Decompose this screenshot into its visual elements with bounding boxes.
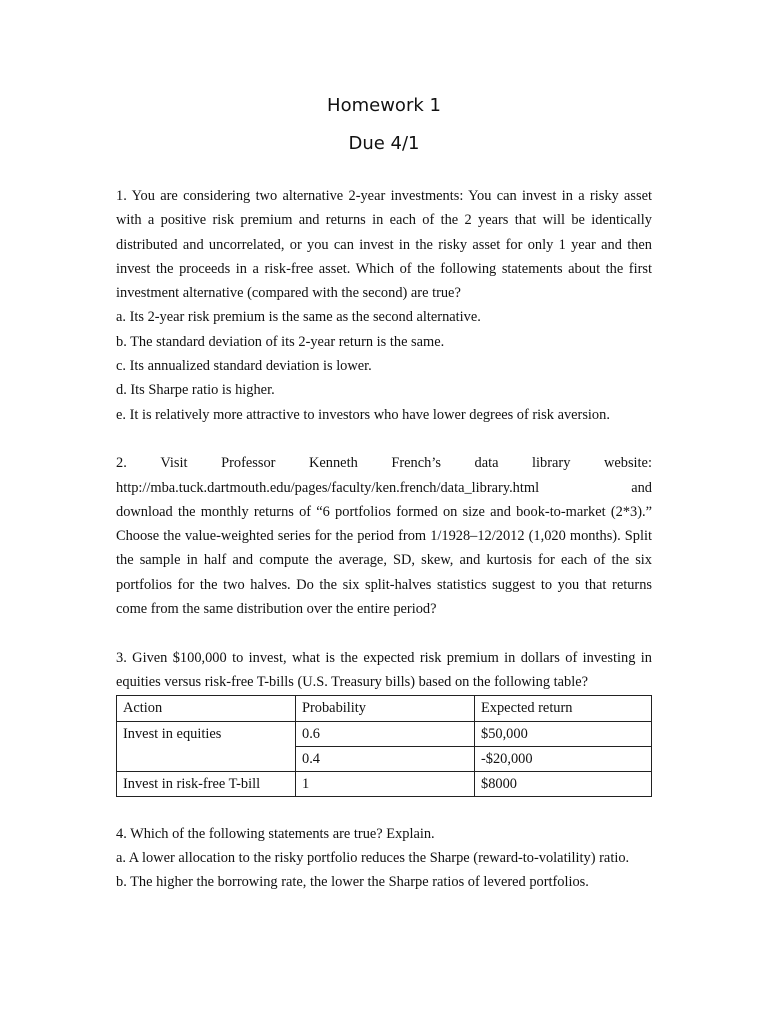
q2-lead-word: library: [532, 455, 571, 472]
q2-lead-word: data: [474, 455, 499, 472]
table-cell: 1: [296, 772, 475, 797]
q1-stem: 1. You are considering two alternative 2-year investments: You can invest in a risky asset with a positive risk premium and returns in each of the 2 years that will be identically distributed and uncorrelated, or you can invest in the risky asset for only 1 year and then invest the proceeds in a risk-free asset. Which of the following statements about the first investment alternative (compared with the second) are true?: [116, 188, 652, 302]
q4-option-b: b. The higher the borrowing rate, the lower the Sharpe ratios of levered portfolios.: [116, 874, 589, 891]
q1-option-c: c. Its annualized standard deviation is lower.: [116, 358, 372, 375]
q2-lead-word: 2.: [116, 455, 127, 472]
table-row: [117, 721, 652, 746]
q2-url[interactable]: http://mba.tuck.dartmouth.edu/pages/faculty/ken.french/data_library.html: [116, 479, 540, 496]
q1-option-a: a. Its 2-year risk premium is the same as the second alternative.: [116, 309, 481, 326]
q2-lead-word: French’s: [391, 455, 441, 472]
table-row: [117, 746, 652, 771]
page-title: Homework 1: [327, 95, 441, 116]
table-header-cell: Expected return: [475, 696, 652, 721]
table-cell: Invest in equities: [117, 721, 296, 746]
q2-lead: [116, 451, 652, 475]
table-row: [117, 772, 652, 797]
table-cell: -$20,000: [475, 746, 652, 771]
q2-lead-word: Visit: [160, 455, 188, 472]
due-date: Due 4/1: [348, 133, 420, 154]
q2-lead-word: Kenneth: [309, 455, 358, 472]
table-cell: Invest in risk-free T-bill: [117, 772, 296, 797]
q2-and: and: [631, 479, 652, 496]
homework-body: [116, 184, 652, 895]
table-cell: $50,000: [475, 721, 652, 746]
q1-option-b: b. The standard deviation of its 2-year return is the same.: [116, 333, 445, 350]
table-header-cell: Probability: [296, 696, 475, 721]
table-header-cell: Action: [117, 696, 296, 721]
q2-lead-word: website:: [603, 455, 652, 472]
q2-url-line: [116, 476, 652, 500]
q4-option-a: a. A lower allocation to the risky portfolio reduces the Sharpe (reward-to-volatility) ratio.: [116, 850, 630, 867]
table-cell: 0.6: [296, 721, 475, 746]
q4-stem: 4. Which of the following statements are true? Explain.: [116, 825, 435, 842]
q3-table: [116, 695, 652, 797]
q1-option-e: e. It is relatively more attractive to investors who have lower degrees of risk aversion.: [116, 406, 610, 423]
q2-rest: download the monthly returns of “6 portfolios formed on size and book-to-market (2*3).” Choose the value-weighted series for the period from 1/1928–12/2012 (1,020 months). Split the sample in half and compute the average, SD, skew, and kurtosis for each of the six portfolios for the two halves. Do the six split-halves statistics suggest to you that returns come from the same distribution over the entire period?: [116, 503, 652, 618]
q1-option-d: d. Its Sharpe ratio is higher.: [116, 382, 275, 399]
table-header-row: [117, 696, 652, 721]
table-cell: [117, 746, 296, 771]
table-cell: $8000: [475, 772, 652, 797]
table-cell: 0.4: [296, 746, 475, 771]
q3-stem: 3. Given $100,000 to invest, what is the expected risk premium in dollars of investing in equities versus risk-free T-bills (U.S. Treasury bills) based on the following table?: [116, 649, 652, 690]
q2-lead-word: Professor: [221, 455, 276, 472]
